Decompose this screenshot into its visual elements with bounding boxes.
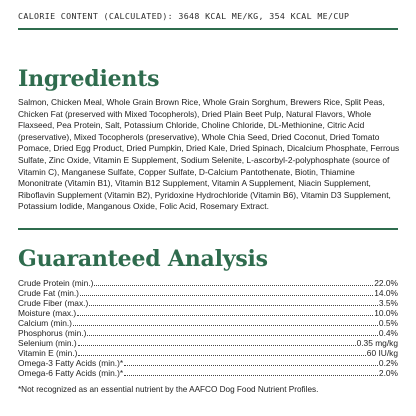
nutrient-value: 10.0%: [374, 308, 398, 319]
guaranteed-analysis-table: [18, 278, 398, 378]
nutrient-value: 0.4%: [378, 328, 398, 339]
calorie-content: CALORIE CONTENT (CALCULATED): 3648 KCAL ME/KG, 354 KCAL ME/CUP: [18, 11, 350, 21]
analysis-row: [18, 358, 398, 368]
nutrient-name: Omega-6 Fatty Acids (min.)*: [18, 368, 124, 379]
dot-leader: [78, 339, 356, 346]
dot-leader: [89, 299, 378, 306]
nutrient-name: Omega-3 Fatty Acids (min.)*: [18, 358, 124, 369]
analysis-row: [18, 348, 398, 358]
analysis-row: [18, 298, 398, 308]
analysis-row: [18, 338, 398, 348]
nutrient-value: 2.0%: [378, 368, 398, 379]
dot-leader: [94, 279, 373, 286]
analysis-row: [18, 288, 398, 298]
nutrient-name: Crude Protein (min.): [18, 278, 94, 288]
analysis-row: [18, 308, 398, 318]
section-divider: [18, 228, 398, 230]
dot-leader: [78, 349, 365, 356]
dot-leader: [73, 319, 378, 326]
analysis-row: [18, 278, 398, 288]
nutrient-value: 0.35 mg/kg: [356, 338, 398, 349]
nutrient-name: Vitamin E (min.): [18, 348, 78, 359]
dot-leader: [124, 369, 378, 376]
nutrient-name: Phosphorus (min.): [18, 328, 87, 339]
dot-leader: [77, 309, 373, 316]
analysis-row: [18, 368, 398, 378]
nutrient-name: Moisture (max.): [18, 308, 77, 319]
top-divider: [18, 28, 398, 30]
nutrient-name: Crude Fiber (max.): [18, 298, 89, 309]
nutrient-value: 14.0%: [374, 288, 398, 299]
dot-leader: [80, 289, 373, 296]
analysis-row: [18, 318, 398, 328]
dot-leader: [124, 359, 378, 366]
aafco-footnote: *Not recognized as an essential nutrient by the AAFCO Dog Food Nutrient Profiles.: [18, 385, 319, 394]
nutrient-name: Calcium (min.): [18, 318, 72, 329]
nutrient-value: 60 IU/kg: [366, 348, 398, 359]
dot-leader: [87, 329, 377, 336]
analysis-row: [18, 328, 398, 338]
ingredients-heading: Ingredients: [18, 66, 160, 92]
guaranteed-analysis-heading: Guaranteed Analysis: [18, 246, 268, 272]
nutrient-value: 22.0%: [374, 278, 398, 288]
nutrient-name: Crude Fat (min.): [18, 288, 79, 299]
nutrient-name: Selenium (min.): [18, 338, 77, 349]
ingredients-list: Salmon, Chicken Meal, Whole Grain Brown Rice, Whole Grain Sorghum, Brewers Rice, Split Peas, Chicken Fat (preserved with Mixed Tocopherols), Dried Plain Beet Pulp, Natural Flavors, Whole Flaxseed, Pea Protein, Salt, Potassium Chloride, Choline Chloride, DL-Methionine, Citric Acid (preservative), Mixed Tocopherols (preservative), Whole Chia Seed, Dried Coconut, Dried Tomato Pomace, Dried Egg Product, Dried Pumpkin, Dried Kale, Dried Spinach, Dicalcium Phosphate, Ferrous Sulfate, Zinc Oxide, Vitamin E Supplement, Sodium Selenite, L-ascorbyl-2-polyphosphate (source of Vitamin C), Manganese Sulfate, Copper Sulfate, D-Calcium Pantothenate, Biotin, Thiamine Mononitrate (Vitamin B1), Vitamin B12 Supplement, Vitamin A Supplement, Niacin Supplement, Riboflavin Supplement (Vitamin B2), Pyridoxine Hydrochloride (Vitamin B6), Vitamin D3 Supplement, Potassium Iodide, Manganous Oxide, Folic Acid, Rosemary Extract.: [18, 97, 400, 212]
nutrient-value: 0.5%: [378, 318, 398, 329]
nutrient-value: 0.2%: [378, 358, 398, 369]
nutrient-value: 3.5%: [378, 298, 398, 309]
